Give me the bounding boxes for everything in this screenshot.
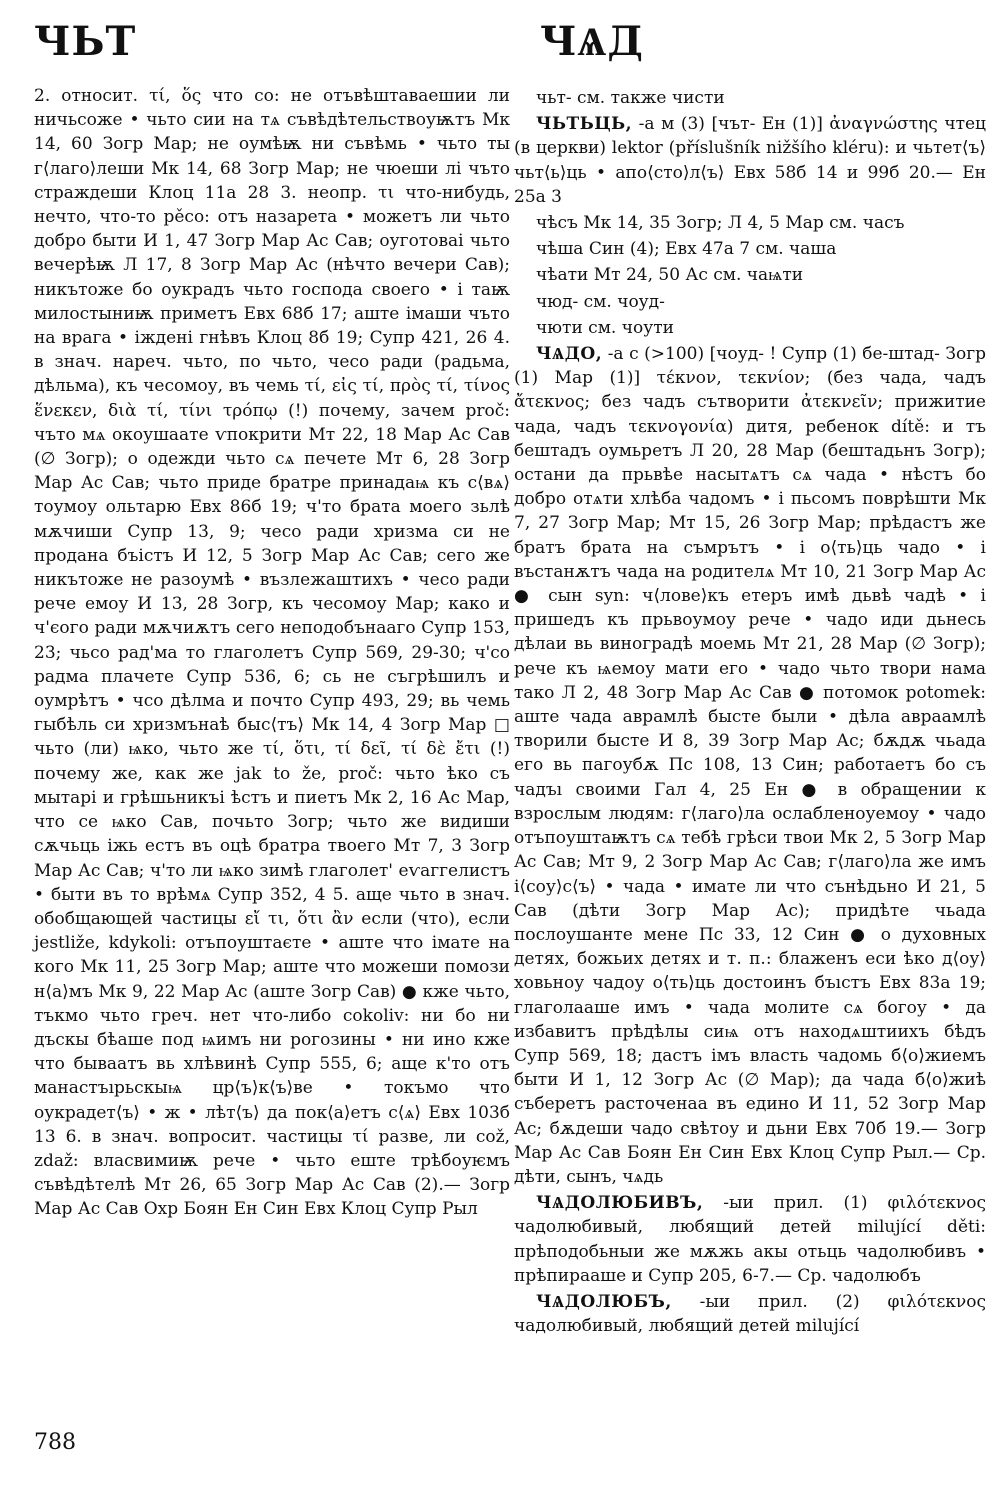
headword: ЧЬТЬЦЬ, (536, 114, 633, 135)
entry-chtec (514, 112, 986, 209)
cross-reference: чѣша Син (4); Евх 47а 7 см. чаша (536, 239, 837, 260)
headword: ЧѦДО, (536, 344, 603, 365)
entry-chado (514, 342, 986, 1189)
page-number: 788 (34, 1430, 76, 1455)
entry-body: -ыи прил. (1) φιλότεκνος чадолюбивый, любящий детей milující děti: прѣподобьныи же мѫжь акы отьць чадолюбивъ • прѣпирааше и Супр 205, 6-7.— Ср. чадолюбъ (514, 1193, 986, 1286)
cross-reference: чьт- см. также чисти (536, 88, 725, 108)
headword: ЧѦДОЛЮБЪ, (536, 1291, 672, 1312)
right-running-head: ЧѦД (540, 18, 644, 65)
headword: ЧѦДОЛЮБИВЪ, (536, 1193, 704, 1214)
right-column (514, 84, 986, 1338)
left-column (34, 84, 510, 1222)
cross-reference: чюд- см. чоуд- (536, 291, 665, 312)
entry-body: -ыи прил. (2) φιλότεκνος чадолюбивый, любящий детей milující (514, 1291, 986, 1337)
entry-chadolyubiv (514, 1191, 986, 1288)
cross-reference: чѣсъ Мк 14, 35 Зогр; Л 4, 5 Мар см. часъ (536, 213, 905, 234)
cross-reference: чюти см. чоути (536, 317, 674, 338)
entry-chadolyub (514, 1290, 986, 1338)
cross-reference: чѣати Мт 24, 50 Ас см. чаѩти (536, 265, 804, 286)
left-running-head: ЧЬТ (34, 18, 137, 65)
entry-body: -а м (3) [чът- Ен (1)] ἀναγνώστης чтец (в церкви) lektor (příslušník nižšího kléru): и чьтет⟨ъ⟩ чьт⟨ь⟩ць • апо⟨сто⟩л⟨ъ⟩ Евх 58б 14 и 99б 20.— Ен 25а 3 (514, 114, 986, 207)
entry-continuation: 2. относит. τί, ὅς что со: не отъвѣштаваешии ли ничьсоже • чьто сии на тѧ съвѣдѣтельствоуѭтъ Мк 14, 60 Зогр Мар; не оумѣѭ ни съвѣмь • чьто ты г⟨лаго⟩леши Мк 14, 68 Зогр Мар; не чюеши лі чъто страждеши Клоц 11а 28 3. неопр. τι что-нибудь, нечто, что-то pěco: отъ назарета • можетъ ли чьто добро быти И 1, 47 Зогр Мар Ас Сав; оуготоваі чьто вечерѣѭ Л 17, 8 Зогр Мар Ас (нѣчто вечери Сав); никътоже бо оукрадъ чьто господа своего • і таѭ милостыниѭ приметъ Евх 68б 17; аште імаши чъто на врага • іждені гнѣвъ Клоц 8б 19; Супр 421, 26 4. в знач. нареч. чьто, по чьто, чесо ради (радьма, дѣльма), къ чесомоу, въ чемь τί, εἰς τί, πρὸς τί, τίνος ἕνεκεν, διὰ τί, τίνι τρόπῳ (!) почему, зачем proč: чъто мѧ окоушаате ѵпокрити Мт 22, 18 Мар Ас Сав (∅ Зогр); о одежди чьто сѧ печете Мт 6, 28 Зогр Мар Ас Сав; чьто приде братре принадаѩ къ с⟨вѧ⟩тоумоу ольтарю Евх 86б 19; ч'то брата моего зьлѣ мѫчиши Супр 13, 9; чесо ради хризма си не продана бъістъ И 12, 5 Зогр Мар Ас Сав; сего же никътоже не разоумѣ • възлежаштихъ • чесо ради рече емоу И 13, 28 Зогр, къ чесомоу Мар; како и ч'єого ради мѫчиѫтъ сего неподобънааго Супр 153, 23; чьсо рад'ма то глаголетъ Супр 569, 29-30; ч'со радма плачете Супр 536, 6; сь не съгрѣшилъ и оумрѣтъ • чсо дѣлма и почто Супр 493, 29; вь чемь гыбѣль си хризмънаѣ быс⟨тъ⟩ Мк 14, 4 Зогр Мар □ чьто (ли) ѩко, чьто же τί, ὅτι, τί δεῖ, τί δὲ ἔτι (!) почему же, как же jak to že, proč: чьто ѣко съ мытарі и грѣшьникъі ѣстъ и пиетъ Мк 2, 16 Ас Мар, что се ѩко Сав, почьто Зогр; чьто же видиши сѫчьць іжь естъ въ оцѣ братра твоего Мт 7, 3 Зогр Мар Ас Сав; ч'то ли ѩко зимѣ глаголет' еѵаггелистъ • быти въ то врѣмѧ Супр 352, 4 5. аще чьто в знач. обобщающей частицы εἴ τι, ὅτι ἂν если (что), если jestliže, kdykoli: отъпоуштаєте • аште что імате на кого Мк 11, 25 Зогр Мар; аште что можеши помози н⟨а⟩мъ Мк 9, 22 Мар Ас (аште Зогр Сав) ● кже чьто, тъкмо чьто греч. нет что-либо cokoliv: ни бо ни дъскы бѣаше под ѩимъ ни рогозины • ни ино кже что бываатъ вь хлѣвинѣ Супр 555, 6; аще к'то отъ манастъıрьскыѩ цр⟨ъ⟩к⟨ъ⟩ве • токъмо что оукрадет⟨ъ⟩ • ж • лѣт⟨ъ⟩ да пок⟨а⟩етъ с⟨ѧ⟩ Евх 103б 13 6. в знач. вопросит. частицы τί разве, ли což, zdaž: власвимиѭ рече • чьто еште трѣбоуѥмъ съвѣдѣтелѣ Мт 26, 65 Зогр Мар Ас Сав (2).— Зогр Мар Ас Сав Охр Боян Ен Син Евх Клоц Супр Рыл (34, 86, 510, 1220)
entry-body: -а с (>100) [чоуд- ! Супр (1) бе-штад- Зогр (1) Мар (1)] τέκνον, τεκνίον; (без чада, чадъ ἄτεκνος; без чадъ сътворити ἀτεκνεῖν; прижитие чада, чадъ τεκνογονία) дитя, ребенок dítě: и тъ бештадъ оумьретъ Л 20, 28 Мар (бештадьнъ Зогр); остани да прьвѣе насытѧтъ сѧ чада • нѣстъ бо добро отѧти хлѣба чадомъ • і пьсомъ поврѣшти Мк 7, 27 Зогр Мар; Мт 15, 26 Зогр Мар; прѣдастъ же братъ брата на съмрътъ • і о⟨ть⟩ць чадо • і въстанѫтъ чада на родителѧ Мт 10, 21 Зогр Мар Ас ● сын syn: ч⟨лове⟩къ етеръ имѣ дьвѣ чадѣ • і пришедъ къ прьвоумоу рече • чадо иди дьнесь дѣлаи вь виноградѣ моемь Мт 21, 28 Мар (∅ Зогр); рече къ ѩемоу мати его • чадо чьто твори нама тако Л 2, 48 Зогр Мар Ас Сав ● потомок potomek: аште чада аврамлѣ бысте были • дѣла авраамлѣ творили бысте И 8, 39 Зогр Мар Ас; бѫдѫ чьада его вь пагоубѫ Пс 108, 13 Син; работаетъ бо съ чадъı своими Гал 4, 25 Ен ● в обращении к взрослым людям: г⟨лаго⟩ла ослабленоуемоу • чадо отъпоуштаѭтъ сѧ тебѣ грѣси твои Мк 2, 5 Зогр Мар Ас Сав; Мт 9, 2 Зогр Мар Ас Сав; г⟨лаго⟩ла же имъ і⟨соу⟩с⟨ъ⟩ • чада • имате ли что сънѣдьно И 21, 5 Сав (дѣти Зогр Мар Ас); придѣте чьада послоушанте мене Пс 33, 12 Син ● о духовных детях, божьих детях и т. п.: блаженъ еси ѣко д⟨оу⟩ховьноу чадоу о⟨ть⟩ць достоинъ бъıстъ Евх 83а 19; глаголааше имъ • чада молите сѧ богоу • да избавитъ прѣдѣлы сиѩ отъ находѧштиихъ бѣдъ Супр 569, 18; дастъ імъ власть чадомь б⟨о⟩жиемъ быти И 1, 12 Зогр Ас (∅ Мар); да чада б⟨о⟩жиѣ съберетъ расточенаа въ едино И 11, 52 Зогр Мар Ас; бѫдеши чадо свѣтоу и дьни Евх 70б 19.— Зогр Мар Ас Сав Боян Ен Син Евх Клоц Супр Рыл.— Ср. дѣти, сынъ, чѧдь (514, 344, 986, 1187)
